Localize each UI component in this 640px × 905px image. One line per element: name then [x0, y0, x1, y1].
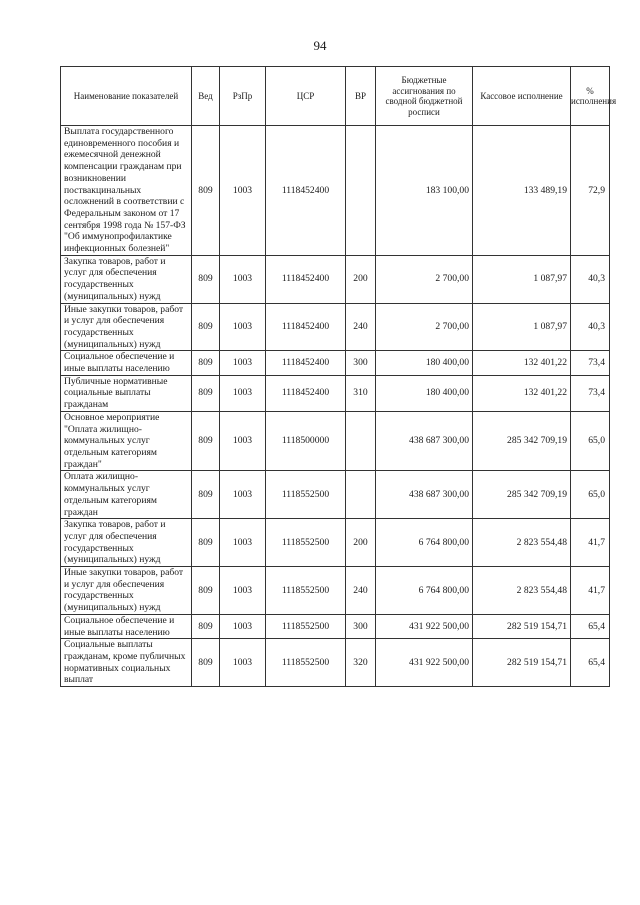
header-cash: Кассовое исполнение	[473, 67, 571, 126]
row-name: Социальные выплаты гражданам, кроме публичных нормативных социальных выплат	[61, 639, 192, 687]
row-name: Публичные нормативные социальные выплаты гражданам	[61, 375, 192, 411]
row-csr: 1118452400	[266, 351, 346, 375]
row-vr: 200	[346, 255, 376, 303]
row-name: Социальное обеспечение и иные выплаты населению	[61, 351, 192, 375]
row-budget: 438 687 300,00	[376, 471, 473, 519]
table-row	[61, 411, 610, 471]
table-row	[61, 567, 610, 615]
row-ved: 809	[192, 614, 220, 638]
row-name: Основное мероприятие "Оплата жилищно-коммунальных услуг отдельным категориям граждан"	[61, 411, 192, 471]
row-vr	[346, 411, 376, 471]
row-cash: 285 342 709,19	[473, 411, 571, 471]
row-pct: 41,7	[571, 519, 610, 567]
row-cash: 282 519 154,71	[473, 639, 571, 687]
row-csr: 1118552500	[266, 471, 346, 519]
row-ved: 809	[192, 639, 220, 687]
row-budget: 431 922 500,00	[376, 639, 473, 687]
table-row	[61, 471, 610, 519]
row-ved: 809	[192, 567, 220, 615]
table-row	[61, 255, 610, 303]
row-name: Иные закупки товаров, работ и услуг для обеспечения государственных (муниципальных) нужд	[61, 303, 192, 351]
table-row	[61, 614, 610, 638]
table-row	[61, 126, 610, 256]
row-ved: 809	[192, 519, 220, 567]
row-budget: 183 100,00	[376, 126, 473, 256]
row-ved: 809	[192, 375, 220, 411]
row-pct: 65,0	[571, 471, 610, 519]
table-row	[61, 351, 610, 375]
row-rzpr: 1003	[220, 255, 266, 303]
row-name: Закупка товаров, работ и услуг для обеспечения государственных (муниципальных) нужд	[61, 255, 192, 303]
header-budget: Бюджетные ассигнования по сводной бюджетной росписи	[376, 67, 473, 126]
row-budget: 2 700,00	[376, 303, 473, 351]
row-csr: 1118552500	[266, 519, 346, 567]
row-cash: 1 087,97	[473, 303, 571, 351]
row-cash: 2 823 554,48	[473, 567, 571, 615]
row-cash: 1 087,97	[473, 255, 571, 303]
row-budget: 180 400,00	[376, 351, 473, 375]
row-vr	[346, 126, 376, 256]
row-vr: 300	[346, 351, 376, 375]
row-vr	[346, 471, 376, 519]
header-csr: ЦСР	[266, 67, 346, 126]
row-rzpr: 1003	[220, 519, 266, 567]
row-budget: 6 764 800,00	[376, 567, 473, 615]
row-vr: 300	[346, 614, 376, 638]
row-csr: 1118452400	[266, 375, 346, 411]
row-csr: 1118452400	[266, 303, 346, 351]
row-pct: 72,9	[571, 126, 610, 256]
row-vr: 200	[346, 519, 376, 567]
budget-execution-table	[60, 66, 617, 687]
row-rzpr: 1003	[220, 471, 266, 519]
row-pct: 65,0	[571, 411, 610, 471]
row-csr: 1118552500	[266, 639, 346, 687]
row-cash: 2 823 554,48	[473, 519, 571, 567]
header-vr: ВР	[346, 67, 376, 126]
table-row	[61, 375, 610, 411]
table-row	[61, 639, 610, 687]
row-csr: 1118452400	[266, 126, 346, 256]
row-name: Закупка товаров, работ и услуг для обеспечения государственных (муниципальных) нужд	[61, 519, 192, 567]
row-budget: 431 922 500,00	[376, 614, 473, 638]
row-pct: 73,4	[571, 351, 610, 375]
row-rzpr: 1003	[220, 126, 266, 256]
row-budget: 2 700,00	[376, 255, 473, 303]
row-csr: 1118452400	[266, 255, 346, 303]
row-csr: 1118552500	[266, 614, 346, 638]
row-vr: 240	[346, 303, 376, 351]
row-rzpr: 1003	[220, 375, 266, 411]
row-rzpr: 1003	[220, 567, 266, 615]
row-cash: 285 342 709,19	[473, 471, 571, 519]
row-pct: 41,7	[571, 567, 610, 615]
row-budget: 6 764 800,00	[376, 519, 473, 567]
row-name: Социальное обеспечение и иные выплаты населению	[61, 614, 192, 638]
row-vr: 320	[346, 639, 376, 687]
header-name: Наименование показателей	[61, 67, 192, 126]
row-rzpr: 1003	[220, 639, 266, 687]
row-rzpr: 1003	[220, 614, 266, 638]
row-ved: 809	[192, 126, 220, 256]
table-row	[61, 519, 610, 567]
header-ved: Вед	[192, 67, 220, 126]
row-ved: 809	[192, 411, 220, 471]
row-pct: 40,3	[571, 303, 610, 351]
row-pct: 73,4	[571, 375, 610, 411]
row-name: Иные закупки товаров, работ и услуг для обеспечения государственных (муниципальных) нужд	[61, 567, 192, 615]
row-cash: 132 401,22	[473, 375, 571, 411]
row-rzpr: 1003	[220, 411, 266, 471]
row-pct: 65,4	[571, 614, 610, 638]
page-number: 94	[313, 38, 327, 53]
header-row	[61, 67, 610, 126]
row-csr: 1118500000	[266, 411, 346, 471]
row-vr: 310	[346, 375, 376, 411]
row-vr: 240	[346, 567, 376, 615]
row-pct: 65,4	[571, 639, 610, 687]
row-rzpr: 1003	[220, 351, 266, 375]
row-cash: 132 401,22	[473, 351, 571, 375]
row-budget: 180 400,00	[376, 375, 473, 411]
row-budget: 438 687 300,00	[376, 411, 473, 471]
row-csr: 1118552500	[266, 567, 346, 615]
row-name: Оплата жилищно-коммунальных услуг отдельным категориям граждан	[61, 471, 192, 519]
row-rzpr: 1003	[220, 303, 266, 351]
row-name: Выплата государственного единовременного пособия и ежемесячной денежной компенсации гражданам при возникновении поствакцинальных осложнений в соответствии с Федеральным законом от 17 сентября 1998 года № 157-ФЗ "Об иммунопрофилактике инфекционных болезней"	[61, 126, 192, 256]
row-pct: 40,3	[571, 255, 610, 303]
row-ved: 809	[192, 303, 220, 351]
table-row	[61, 303, 610, 351]
row-ved: 809	[192, 351, 220, 375]
row-cash: 133 489,19	[473, 126, 571, 256]
header-pct: % исполнения	[571, 67, 610, 126]
row-cash: 282 519 154,71	[473, 614, 571, 638]
row-ved: 809	[192, 255, 220, 303]
header-rzpr: РзПр	[220, 67, 266, 126]
row-ved: 809	[192, 471, 220, 519]
